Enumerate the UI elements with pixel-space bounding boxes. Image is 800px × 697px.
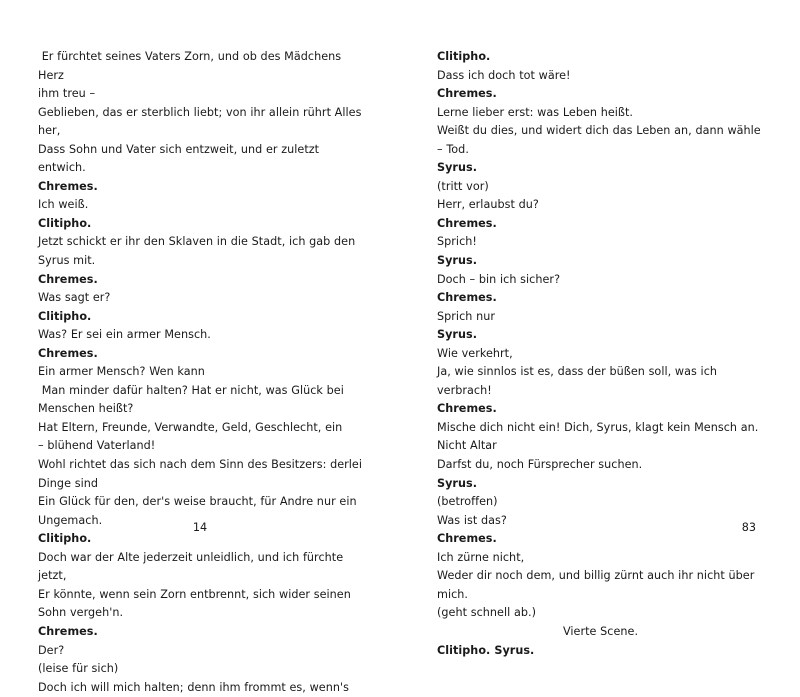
text-line: Was ist das? (437, 513, 507, 527)
text-line: Jetzt schickt er ihr den Sklaven in die Stadt, ich gab den (38, 235, 356, 249)
right-page-folio: 83 (741, 521, 756, 534)
text-line: Er fürchtet seines Vaters Zorn, und ob des Mädchens Herz (38, 50, 345, 82)
speaker-label: Chremes. (38, 624, 98, 638)
text-line: Doch ich will mich halten; denn ihm frommt es, wenn's (38, 680, 349, 694)
speaker-label: Chremes. (437, 291, 497, 305)
text-line: Sprich nur (437, 309, 495, 323)
text-line: Geblieben, das er sterblich liebt; von ihr allein rührt Alles (38, 105, 362, 119)
text-line: Mische dich nicht ein! Dich, Syrus, klagt kein Mensch an. (437, 420, 759, 434)
text-line: Weder dir noch dem, und billig zürnt auch ihr nicht über (437, 569, 755, 583)
text-line: Darfst du, noch Fürsprecher suchen. (437, 458, 643, 472)
text-line: (tritt vor) (437, 179, 489, 193)
text-line: Dass Sohn und Vater sich entzweit, und er zuletzt entwich. (38, 142, 323, 175)
text-line: Nicht Altar (437, 439, 497, 453)
speaker-label: Chremes. (437, 87, 497, 101)
speaker-label: Chremes. (38, 346, 98, 360)
text-line: (betroffen) (437, 495, 498, 509)
speaker-label: Syrus. (437, 328, 477, 342)
text-line: Ein armer Mensch? Wen kann (38, 365, 205, 379)
speaker-label: Syrus. (437, 161, 477, 175)
text-line: Wohl richtet das sich nach dem Sinn des Besitzers: derlei (38, 458, 362, 472)
text-line: Dass ich doch tot wäre! (437, 68, 571, 82)
right-page-text (437, 48, 770, 660)
text-line: Er könnte, wenn sein Zorn entbrennt, sich wider seinen (38, 587, 351, 601)
text-line: Was? Er sei ein armer Mensch. (38, 328, 211, 342)
speaker-label: Clitipho. (38, 216, 92, 230)
text-line: Der? (38, 643, 65, 657)
speaker-label: Chremes. (437, 402, 497, 416)
left-page (0, 0, 400, 694)
text-line: Ungemach. (38, 513, 103, 527)
speaker-label: Clitipho. Syrus. (437, 643, 535, 657)
speaker-label: Chremes. (38, 272, 98, 286)
text-line: (leise für sich) (38, 662, 119, 676)
text-line: Sohn vergeh'n. (38, 606, 124, 620)
speaker-label: Chremes. (437, 532, 497, 546)
speaker-label: Chremes. (437, 216, 497, 230)
text-line: – Tod. (437, 142, 469, 156)
text-line: Syrus mit. (38, 254, 96, 268)
speaker-label: Clitipho. (38, 532, 92, 546)
text-line: Hat Eltern, Freunde, Verwandte, Geld, Geschlecht, ein (38, 420, 343, 434)
right-page (400, 0, 800, 657)
text-line: Menschen heißt? (38, 402, 134, 416)
text-line: Doch – bin ich sicher? (437, 272, 561, 286)
text-line: Weißt du dies, und widert dich das Leben an, dann wähle (437, 124, 761, 138)
text-line: her, (38, 124, 61, 138)
text-line: ihm treu – (38, 87, 96, 101)
left-page-folio: 14 (192, 521, 208, 534)
text-line: Ich weiß. (38, 198, 89, 212)
text-line: Was sagt er? (38, 291, 111, 305)
text-line: Dinge sind (38, 476, 98, 490)
speaker-label: Clitipho. (38, 309, 92, 323)
text-line: Ja, wie sinnlos ist es, dass der büßen soll, was ich verbrach! (437, 365, 721, 397)
text-line: Man minder dafür halten? Hat er nicht, was Glück bei (38, 383, 344, 397)
scene-heading: Vierte Scene. (562, 624, 639, 638)
text-line: Doch war der Alte jederzeit unleidlich, und ich fürchte jetzt, (38, 550, 347, 583)
text-line: mich. (437, 587, 469, 601)
text-line: Herr, erlaubst du? (437, 198, 539, 212)
text-line: Sprich! (437, 235, 477, 249)
text-line: Ich zürne nicht, (437, 550, 525, 564)
speaker-label: Chremes. (38, 179, 98, 193)
text-line: (geht schnell ab.) (437, 606, 536, 620)
speaker-label: Clitipho. (437, 50, 491, 63)
text-line: Lerne lieber erst: was Leben heißt. (437, 105, 634, 119)
speaker-label: Syrus. (437, 254, 477, 268)
text-line: Wie verkehrt, (437, 346, 513, 360)
text-line: – blühend Vaterland! (38, 439, 156, 453)
text-line: Ein Glück für den, der's weise braucht, für Andre nur ein (38, 495, 357, 509)
left-page-text (38, 48, 368, 697)
speaker-label: Syrus. (437, 476, 477, 490)
